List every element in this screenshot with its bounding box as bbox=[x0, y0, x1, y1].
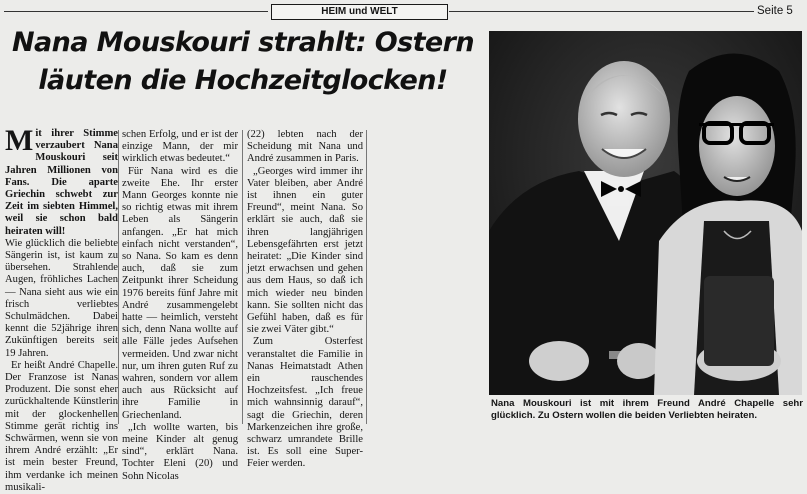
body-paragraph: Für Nana wird es die zweite Ehe. Ihr erster Mann Georges konnte nie so richtig etwas mit ihrem Leben als Sängerin anfangen. „Er hat mich einfach nicht verstanden“, so Nana. So kam es denn auch, daß sie zum Zeitpunkt ihrer Scheidung 1976 bereits fünf Jahre mit André zusammengelebt hatte — heimlich, versteht sich, denn Nana wollte auf alle Fälle jedes Aufsehen vermeiden. Und zwar nicht nur, um ihren guten Ruf zu wahren, sondern vor allem auch aus Rücksicht auf ihre Familie in Griechenland. bbox=[122, 165, 238, 421]
article-lead bbox=[5, 124, 118, 238]
body-paragraph: „Ich wollte warten, bis meine Kinder alt genug sind“, erklärt Nana. Tochter Eleni (20) und Sohn Nicolas bbox=[122, 421, 238, 482]
body-paragraph: Wie glücklich die beliebte Sängerin ist, ist kaum zu übersehen. Strahlende Augen, fröhliches Lachen — Nana sieht aus wie ein frisch verliebtes Schulmädchen. Dabei kennt die 52jährige ihren Zukünftigen bereits seit 19 Jahren. bbox=[5, 237, 118, 359]
article-column-1 bbox=[5, 124, 118, 493]
header-rule-right bbox=[449, 11, 754, 12]
header-rule-left bbox=[4, 11, 268, 12]
section-label: HEIM und WELT bbox=[271, 4, 448, 20]
body-paragraph: Zum Osterfest veranstaltet die Familie in Nanas Heimatstadt Athen ein rauschendes Hochzeitsfest. „Ich freue mich wahnsinnig darauf“, sagt die Griechin, deren Markenzeichen ihre große, schwarz umrandete Brille ist. Es soll eine Super-Feier werden. bbox=[247, 336, 363, 470]
headline-line-1: Nana Mouskouri strahlt: Ostern bbox=[12, 27, 474, 58]
body-paragraph: schen Erfolg, und er ist der einzige Mann, der mir wirklich etwas bedeutet.“ bbox=[122, 129, 238, 165]
photo-caption: Nana Mouskouri ist mit ihrem Freund André Chapelle sehr glücklich. Zu Ostern wollen die beiden Verliebten heiraten. bbox=[491, 398, 803, 421]
body-paragraph: (22) lebten nach der Scheidung mit Nana und André zusammen in Paris. bbox=[247, 129, 363, 165]
article-headline bbox=[4, 24, 482, 100]
couple-photo-illustration bbox=[489, 31, 802, 395]
column-divider bbox=[242, 130, 243, 424]
body-paragraph: „Georges wird immer ihr Vater bleiben, aber André ist ihnen ein guter Freund“, meint Nana. So erklärt sie auch, daß sie ihren langjährigen Lebensgefährten erst jetzt heiratet: „Die Kinder sind jetzt erwachsen und gehen aus dem Haus, so daß ich mich wieder neu binden kann. Sie sollten nicht das Gefühl haben, daß es für sie zwei Väter gibt.“ bbox=[247, 165, 363, 336]
article-column-3 bbox=[247, 129, 363, 470]
headline-line-2: läuten die Hochzeitglocken! bbox=[38, 65, 448, 96]
page-number: Seite 5 bbox=[757, 5, 793, 17]
couple-photo bbox=[489, 31, 802, 395]
column-divider bbox=[118, 130, 119, 424]
drop-cap: M bbox=[5, 124, 34, 157]
body-paragraph: Er heißt André Chapelle. Der Franzose ist Nanas Produzent. Die sonst eher zurückhaltende Künstlerin mit der glockenhellen Stimme gerät richtig ins Schwärmen, wenn sie von ihrem André erzählt: „Er ist mein bester Freund, ihm verdanke ich meinen musikali- bbox=[5, 359, 118, 493]
article-column-2 bbox=[122, 129, 238, 482]
column-divider bbox=[366, 130, 367, 424]
lead-text: it ihrer Stimme verzaubert Nana Mouskouri seit Jahren Millionen von Fans. Die aparte Griechin schwebt zur Zeit im siebten Himmel, weil sie schon bald heiraten will! bbox=[5, 128, 118, 237]
